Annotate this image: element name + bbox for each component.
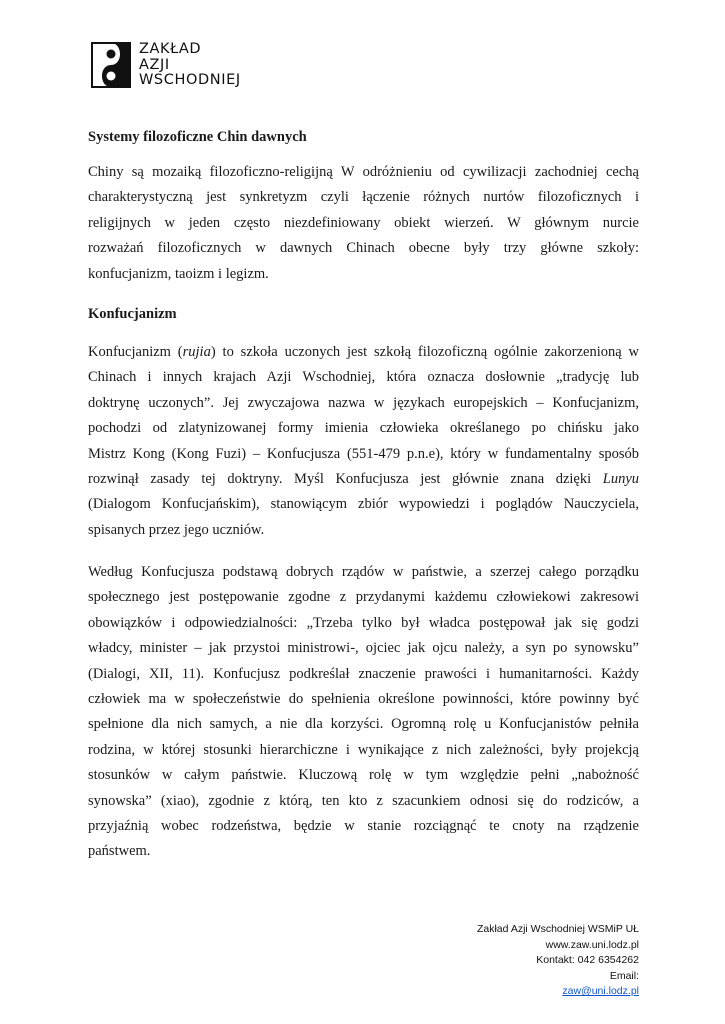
text-line: państwem. — [88, 843, 151, 860]
text-line: spełnione dla nich samych, a nie dla korzyści. Ogromną rolę u Konfucjanistów pełniła — [88, 716, 639, 733]
text-line: stosunków w całym państwie. Kluczową rolę w tym względzie pełni „nabożność — [88, 767, 639, 784]
footer-email-line — [477, 969, 639, 1000]
text-fragment: Konfucjanizm ( — [88, 344, 183, 360]
text-line: rodzina, w której stosunki hierarchiczne i wynikające z nich zależności, były projekcją — [88, 741, 639, 758]
text-line: rozważań filozoficznych w dawnych Chinach obecne były trzy główne szkoły: — [88, 240, 639, 257]
yin-yang-logo-icon — [91, 42, 131, 88]
emphasis: Lunyu — [602, 471, 639, 488]
text-line: charakterystyczną jest synkretyzm czyli łączenie różnych nurtów filozoficznych i — [88, 189, 639, 206]
logo — [91, 42, 261, 90]
footer-website: www.zaw.uni.lodz.pl — [545, 938, 639, 951]
text-line: religijnych w jeden często niezdefiniowany obiekt wierzeń. W głównym nurcie — [88, 214, 639, 231]
text-line: człowiek ma w społeczeństwie do spełnienia określone powinności, które powinny być — [88, 691, 639, 708]
text-line: Chinach i innych krajach Azji Wschodniej, która oznacza dosłownie „tradycję lub — [88, 369, 639, 386]
text-line: władcy, minister – jak przystoi ministrowi-, ojciec jak ojcu należy, a syn po synowsku” — [88, 640, 639, 657]
konfucjanizm-paragraph-2 — [88, 560, 639, 865]
logo-line-3: WSCHODNIEJ — [139, 72, 241, 88]
emphasis: rujia — [182, 344, 211, 360]
text-fragment: ) to szkoła uczonych jest szkołą filozoficzną ogólnie zakorzenioną w — [210, 344, 639, 360]
text-line — [88, 467, 639, 492]
email-link[interactable]: zaw@uni.lodz.pl — [562, 985, 639, 997]
text-line: Mistrz Kong (Kong Fuzi) – Konfucjusza (551-479 p.n.e), który w fundamentalny sposób — [88, 445, 639, 462]
text-fragment: rozwinął zasady tej doktryny. Myśl Konfucjusza jest głównie znana dzięki — [88, 471, 603, 488]
text-line — [88, 340, 639, 365]
text-line: obowiązków i odpowiedzialności: „Trzeba tylko był władca postępował jak się godzi — [88, 614, 639, 631]
konfucjanizm-paragraph-1 — [88, 340, 639, 543]
section-heading: Konfucjanizm — [88, 306, 177, 322]
text-line: konfucjanizm, taoizm i legizm. — [88, 265, 269, 282]
logo-text — [139, 42, 241, 89]
text-line: synowska” (xiao), zgodnie z którą, ten kto z szacunkiem odnosi się do rodziców, a — [88, 792, 639, 809]
page-title: Systemy filozoficzne Chin dawnych — [88, 129, 307, 145]
intro-paragraph — [88, 160, 639, 287]
text-line: Chiny są mozaiką filozoficzno-religijną W odróżnieniu od cywilizacji zachodniej cechą — [88, 164, 639, 180]
logo-line-2: AZJI — [139, 56, 170, 73]
text-line: Według Konfucjusza podstawą dobrych rządów w państwie, a szerzej całego porządku — [88, 564, 639, 580]
text-line: przyjaźnią wobec rodzeństwa, będzie w stanie rozciągnąć te cnoty na rządzenie — [88, 818, 639, 835]
text-line: (Dialogom Konfucjańskim), stanowiącym zbiór wypowiedzi i poglądów Nauczyciela, — [88, 496, 639, 513]
text-line: spisanych przez jego uczniów. — [88, 521, 265, 538]
logo-line-1: ZAKŁAD — [139, 41, 202, 57]
footer-contact: Kontakt: 042 6354262 — [536, 954, 639, 966]
text-line: pochodzi od zlatynizowanej formy imienia człowieka określanego po chińsku jako — [88, 420, 639, 437]
text-line: (Dialogi, XII, 11). Konfucjusz podkreślał znaczenie prawości i humanitarności. Każdy — [88, 665, 639, 682]
text-line: doktrynę uczonych”. Jej zwyczajowa nazwa w językach europejskich – Konfucjanizm, — [88, 394, 639, 411]
footer-org: Zakład Azji Wschodniej WSMiP UŁ — [476, 923, 639, 935]
text-line: społecznego jest postępowanie zgodne z przydanymi każdemu człowiekowi zakresowi — [88, 589, 639, 606]
footer-email-label: Email: — [609, 969, 639, 982]
footer — [477, 922, 639, 1000]
